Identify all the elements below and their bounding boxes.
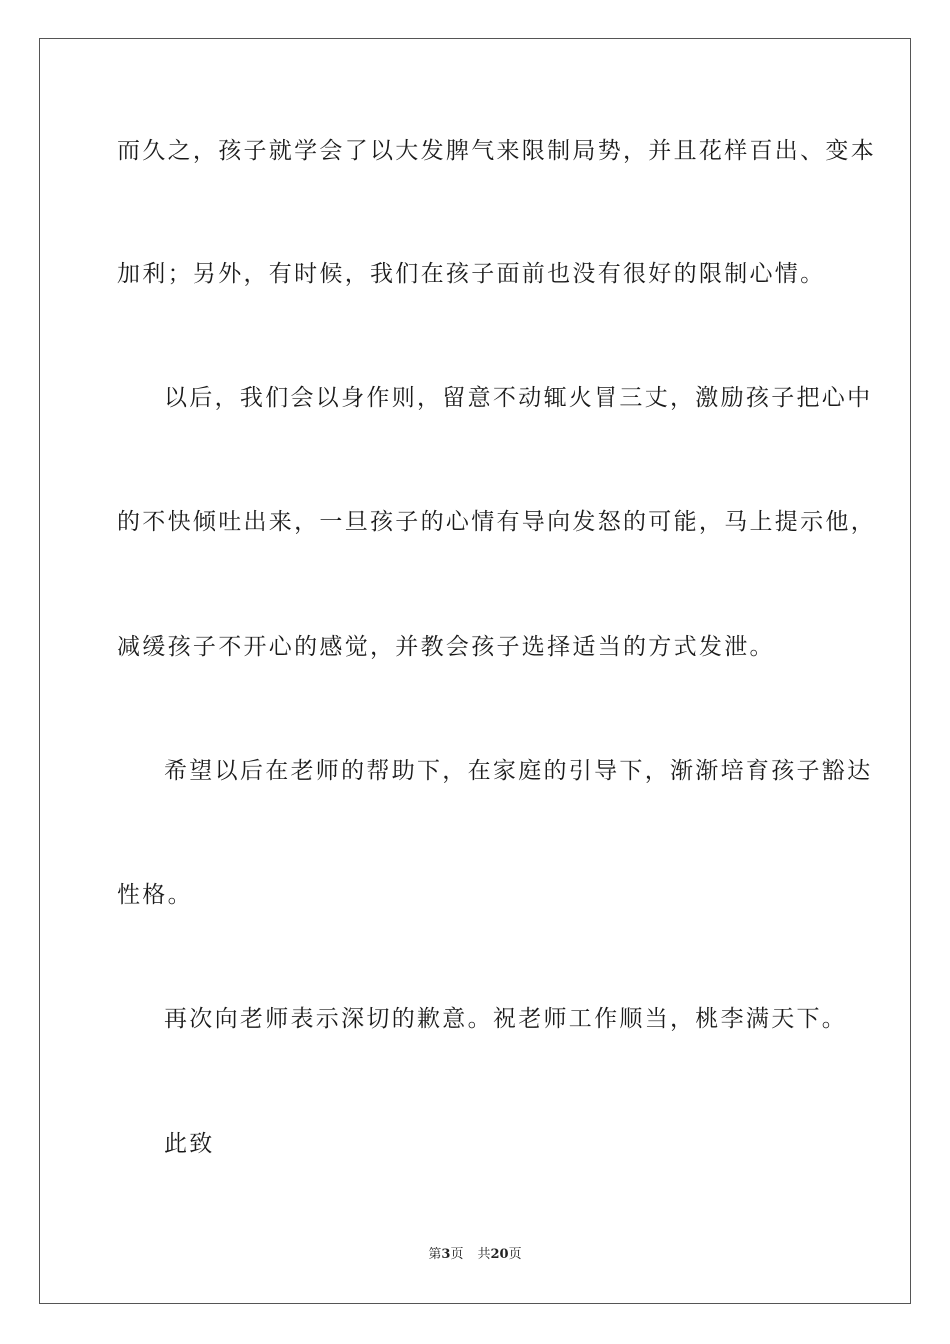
text-line-8: 再次向老师表示深切的歉意。祝老师工作顺当，桃李满天下。 <box>164 1006 848 1032</box>
page-footer <box>0 1246 950 1264</box>
footer-total-suffix: 页 <box>508 1247 522 1262</box>
text-line-4: 的不快倾吐出来，一旦孩子的心情有导向发怒的可能，马上提示他， <box>117 509 876 535</box>
text-line-3: 以后，我们会以身作则，留意不动辄火冒三丈，激励孩子把心中 <box>164 385 873 411</box>
text-line-6: 希望以后在老师的帮助下，在家庭的引导下，渐渐培育孩子豁达 <box>164 758 873 784</box>
footer-page-suffix: 页 <box>450 1247 464 1262</box>
footer-page-number: 3 <box>441 1247 451 1262</box>
text-line-1: 而久之，孩子就学会了以大发脾气来限制局势，并且花样百出、变本 <box>117 138 876 164</box>
footer-total-prefix: 共 <box>477 1247 491 1262</box>
text-line-7: 性格。 <box>117 882 193 908</box>
footer-total-pages: 20 <box>490 1247 509 1262</box>
text-line-2: 加利；另外，有时候，我们在孩子面前也没有很好的限制心情。 <box>117 261 826 287</box>
text-line-5: 减缓孩子不开心的感觉，并教会孩子选择适当的方式发泄。 <box>117 634 775 660</box>
footer-page-prefix: 第 <box>428 1247 442 1262</box>
text-line-9: 此致 <box>164 1131 215 1157</box>
page-border <box>39 38 911 1304</box>
